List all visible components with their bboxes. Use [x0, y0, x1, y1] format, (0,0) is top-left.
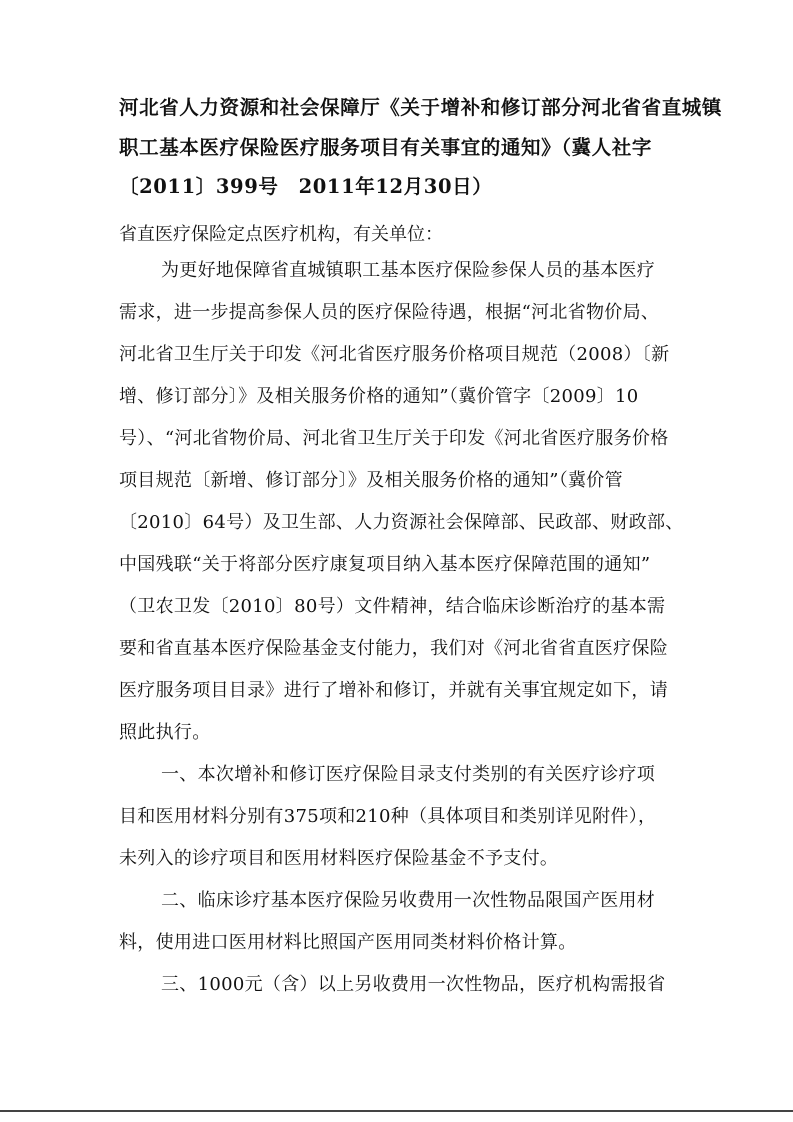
paragraph-line: 医疗服务项目目录》进行了增补和修订，并就有关事宜规定如下，请	[119, 680, 668, 701]
paragraph-line: 要和省直基本医疗保险基金支付能力，我们对《河北省省直医疗保险	[119, 638, 668, 659]
title-line: 〔2011〕399号 2011年12月30日）	[119, 175, 493, 198]
paragraph-line: 中国残联“关于将部分医疗康复项目纳入基本医疗保障范围的通知”	[119, 554, 651, 575]
paragraph-line: 为更好地保障省直城镇职工基本医疗保险参保人员的基本医疗	[161, 260, 656, 281]
paragraph-item-3	[119, 964, 679, 1006]
paragraph-line: 三、1000元（含）以上另收费用一次性物品，医疗机构需报省	[161, 974, 666, 995]
paragraph-line: 一、本次增补和修订医疗保险目录支付类别的有关医疗诊疗项	[161, 764, 656, 785]
paragraph-line: 〔2010〕64号）及卫生部、人力资源社会保障部、民政部、财政部、	[119, 512, 684, 533]
paragraph-intro	[119, 250, 684, 754]
salutation: 省直医疗保险定点医疗机构，有关单位：	[119, 224, 443, 245]
paragraph-line: 未列入的诊疗项目和医用材料医疗保险基金不予支付。	[119, 848, 559, 869]
paragraph-line: 料，使用进口医用材料比照国产医用同类材料价格计算。	[119, 932, 577, 953]
document-title	[119, 88, 723, 207]
paragraph-item-2	[119, 880, 679, 964]
paragraph-line: 项目规范〔新增、修订部分〕》及相关服务价格的通知”（冀价管	[119, 470, 623, 491]
title-line: 河北省人力资源和社会保障厅《关于增补和修订部分河北省省直城镇	[119, 96, 723, 119]
title-line: 职工基本医疗保险医疗服务项目有关事宜的通知》（冀人社字	[119, 135, 652, 159]
paragraph-item-1	[119, 754, 679, 880]
paragraph-line: 号）、“河北省物价局、河北省卫生厅关于印发《河北省医疗服务价格	[119, 428, 669, 449]
paragraph-line: 照此执行。	[119, 722, 211, 743]
paragraph-line: 需求，进一步提高参保人员的医疗保险待遇，根据“河北省物价局、	[119, 302, 660, 323]
paragraph-line: 二、临床诊疗基本医疗保险另收费用一次性物品限国产医用材	[161, 890, 656, 911]
paragraph-line: 目和医用材料分别有375项和210种（具体项目和类别详见附件），	[119, 806, 657, 827]
paragraph-line: 增、修订部分〕》及相关服务价格的通知”（冀价管字〔2009〕10	[119, 386, 639, 407]
page-bottom-rule	[0, 1110, 793, 1112]
paragraph-line: 河北省卫生厅关于印发《河北省医疗服务价格项目规范（2008）〔新	[119, 344, 670, 365]
paragraph-line: （卫农卫发〔2010〕80号）文件精神，结合临床诊断治疗的基本需	[119, 596, 666, 617]
